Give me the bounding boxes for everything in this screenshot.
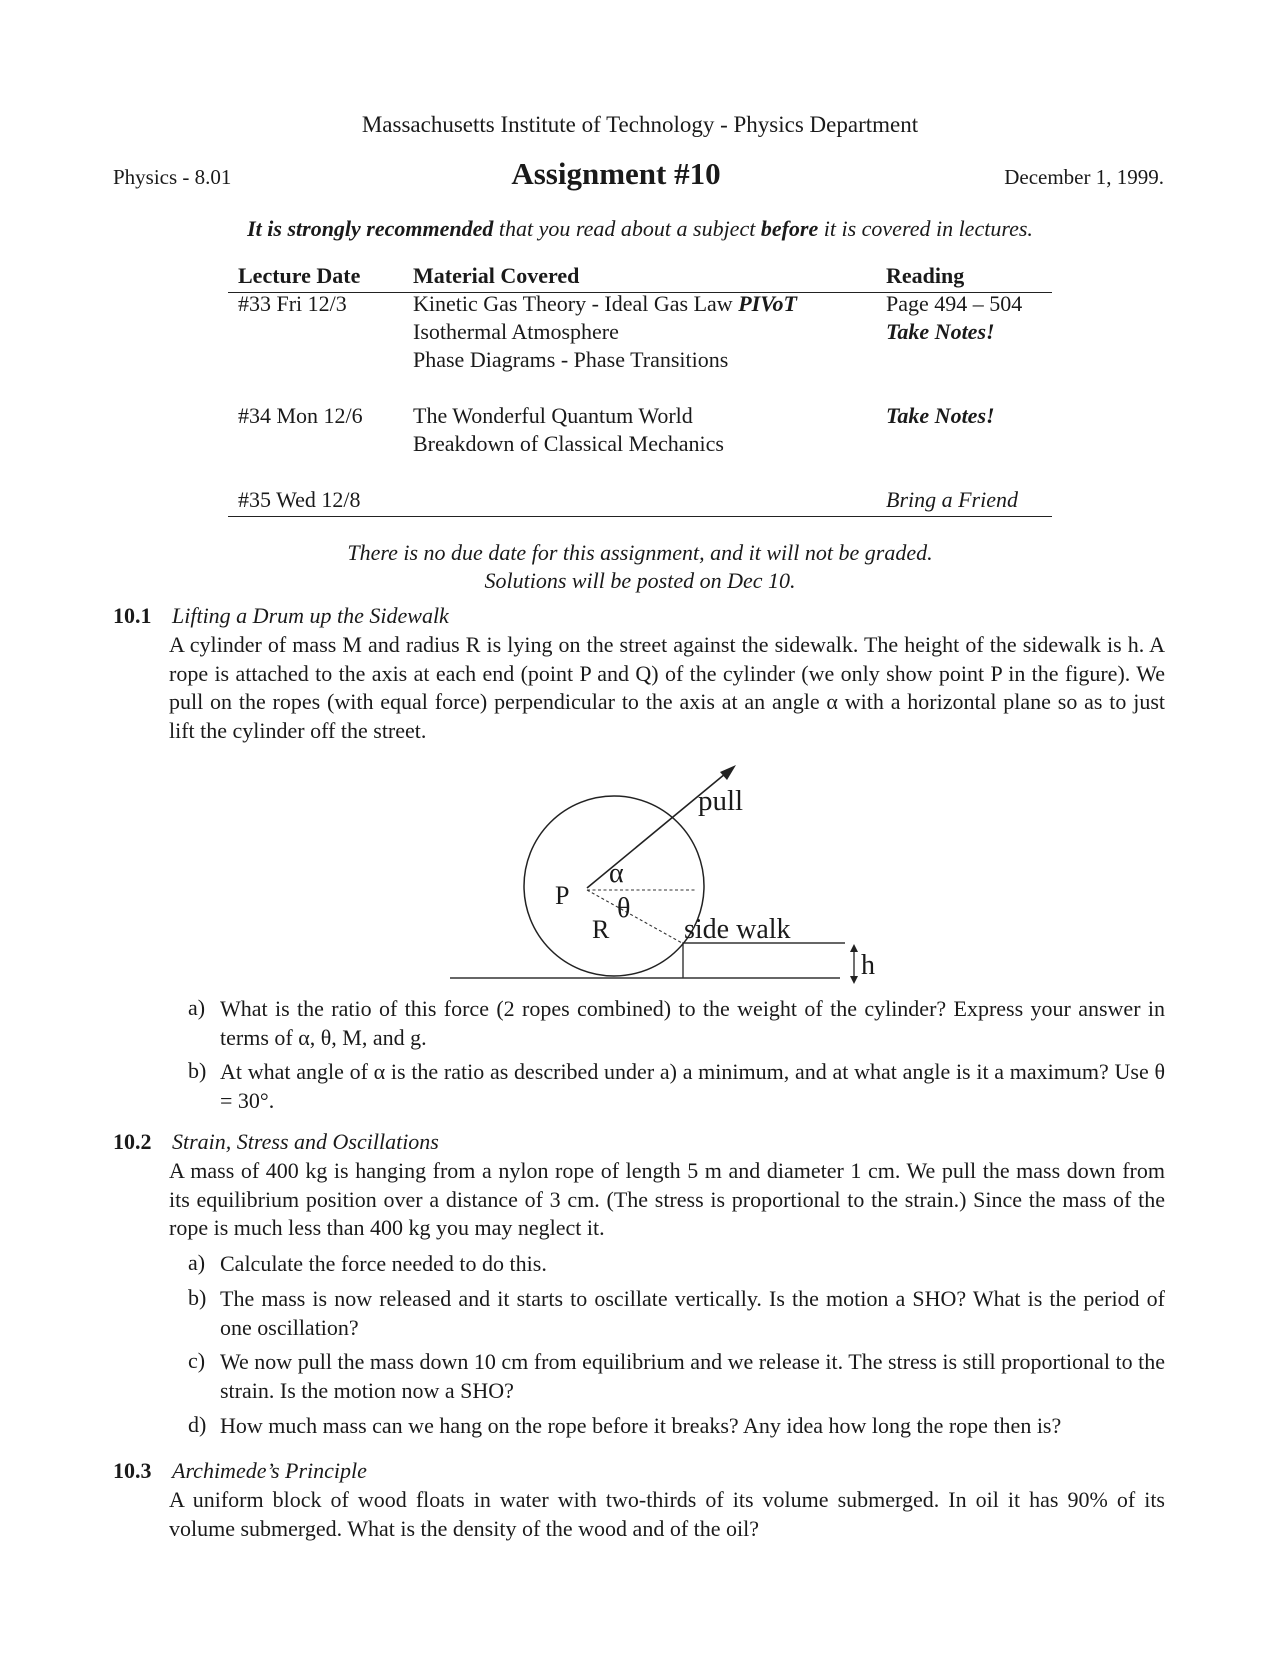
label-pull: pull: [698, 785, 744, 817]
header-material: Material Covered: [413, 263, 580, 288]
recommendation-end: it is covered in lectures.: [818, 216, 1033, 241]
institution: Massachusetts Institute of Technology - Physics Department: [361, 112, 919, 137]
row-33-reading-1: Page 494 – 504: [886, 291, 1023, 316]
problem-10-1-title: Lifting a Drum up the Sidewalk: [172, 603, 449, 628]
sidewalk-outline: [683, 943, 845, 978]
problem-10-1-text: A cylinder of mass M and radius R is lying on the street against the sidewalk. The height of the sidewalk is h. A rope is attached to the axis at each end (point P and Q) of the cylinder (we only show point P in the figure). We pull on the ropes (with equal force) perpendicular to the axis at an angle α with a horizontal plane so as to just lift the cylinder off the street.: [169, 632, 1165, 743]
problem-10-2-title: Strain, Stress and Oscillations: [172, 1129, 439, 1154]
solutions-note: Solutions will be posted on Dec 10.: [484, 568, 796, 593]
recommendation: [0, 216, 1280, 242]
pull-arrowhead: [720, 765, 736, 780]
header-lecture-date: Lecture Date: [238, 263, 361, 288]
row-34-date: #34 Mon 12/6: [238, 403, 363, 428]
row-33-material-2: Isothermal Atmosphere: [413, 319, 619, 344]
row-33-date: #33 Fri 12/3: [238, 291, 347, 316]
due-date-note: There is no due date for this assignment, and it will not be graded.: [347, 540, 933, 565]
height-arrow-down: [850, 976, 858, 984]
problem-10-1-number: 10.1: [113, 603, 152, 628]
row-33-material-1-text: Kinetic Gas Theory - Ideal Gas Law: [413, 291, 739, 316]
problem-10-3-text: A uniform block of wood floats in water with two-thirds of its volume submerged. In oil it has 90% of its volume submerged. What is the density of the wood and of the oil?: [169, 1487, 1165, 1541]
row-33-material-3: Phase Diagrams - Phase Transitions: [413, 347, 729, 372]
label-h: h: [861, 950, 875, 981]
problem-10-2-c-label: c): [188, 1348, 206, 1373]
row-34-material-2: Breakdown of Classical Mechanics: [413, 431, 724, 456]
row-33-material-1: [413, 291, 797, 317]
row-35-date: #35 Wed 12/8: [238, 487, 361, 512]
row-34-reading-1: Take Notes!: [886, 403, 995, 428]
problem-10-2-text: A mass of 400 kg is hanging from a nylon rope of length 5 m and diameter 1 cm. We pull the mass down from its equilibrium position over a distance of 3 cm. (The stress is proportional to the strain.) Since the mass of the rope is much less than 400 kg you may neglect it.: [169, 1158, 1165, 1240]
problem-10-1-a-text: What is the ratio of this force (2 ropes combined) to the weight of the cylinder? Express your answer in terms of α, θ, M, and g.: [220, 996, 1165, 1050]
problem-10-2-d-label: d): [188, 1412, 207, 1437]
table-bottom-rule: [228, 516, 1052, 517]
problem-10-2-a-text: Calculate the force needed to do this.: [220, 1251, 547, 1276]
recommendation-before: before: [760, 216, 819, 241]
problem-10-2-c-text: We now pull the mass down 10 cm from equilibrium and we release it. The stress is still proportional to the strain. Is the motion now a SHO?: [220, 1349, 1165, 1403]
row-33-reading-2: Take Notes!: [886, 319, 995, 344]
label-sidewalk: side walk: [684, 914, 791, 945]
pivot-label: PIVoT: [738, 291, 797, 316]
recommendation-strong: It is strongly recommended: [247, 216, 494, 241]
problem-10-2-d-text: How much mass can we hang on the rope before it breaks? Any idea how long the rope then is?: [220, 1413, 1062, 1438]
problem-10-1-a-label: a): [188, 995, 206, 1020]
page-title: Assignment #10: [511, 156, 721, 191]
header-reading: Reading: [886, 263, 965, 288]
label-theta: θ: [617, 893, 631, 924]
problem-10-1-b-text: At what angle of α is the ratio as described under a) a minimum, and at what angle is it a maximum? Use θ = 30°.: [220, 1059, 1165, 1113]
height-arrow-up: [850, 944, 858, 952]
label-r: R: [592, 915, 610, 944]
course-number: Physics - 8.01: [113, 165, 232, 189]
issue-date: December 1, 1999.: [1004, 165, 1164, 189]
problem-10-3-title: Archimede’s Principle: [172, 1458, 367, 1483]
label-alpha: α: [609, 858, 624, 889]
label-p: P: [555, 881, 570, 910]
recommendation-mid: that you read about a subject: [493, 216, 761, 241]
problem-10-2-a-label: a): [188, 1250, 206, 1275]
row-35-reading-1: Bring a Friend: [886, 487, 1018, 512]
problem-10-2-b-label: b): [188, 1285, 207, 1310]
row-34-material-1: The Wonderful Quantum World: [413, 403, 693, 428]
problem-10-2-number: 10.2: [113, 1129, 152, 1154]
problem-10-2-b-text: The mass is now released and it starts to oscillate vertically. Is the motion a SHO? What is the period of one oscillation?: [220, 1286, 1165, 1340]
drum-sidewalk-figure: [440, 760, 900, 1000]
problem-10-1-b-label: b): [188, 1058, 207, 1083]
problem-10-3-number: 10.3: [113, 1458, 152, 1483]
